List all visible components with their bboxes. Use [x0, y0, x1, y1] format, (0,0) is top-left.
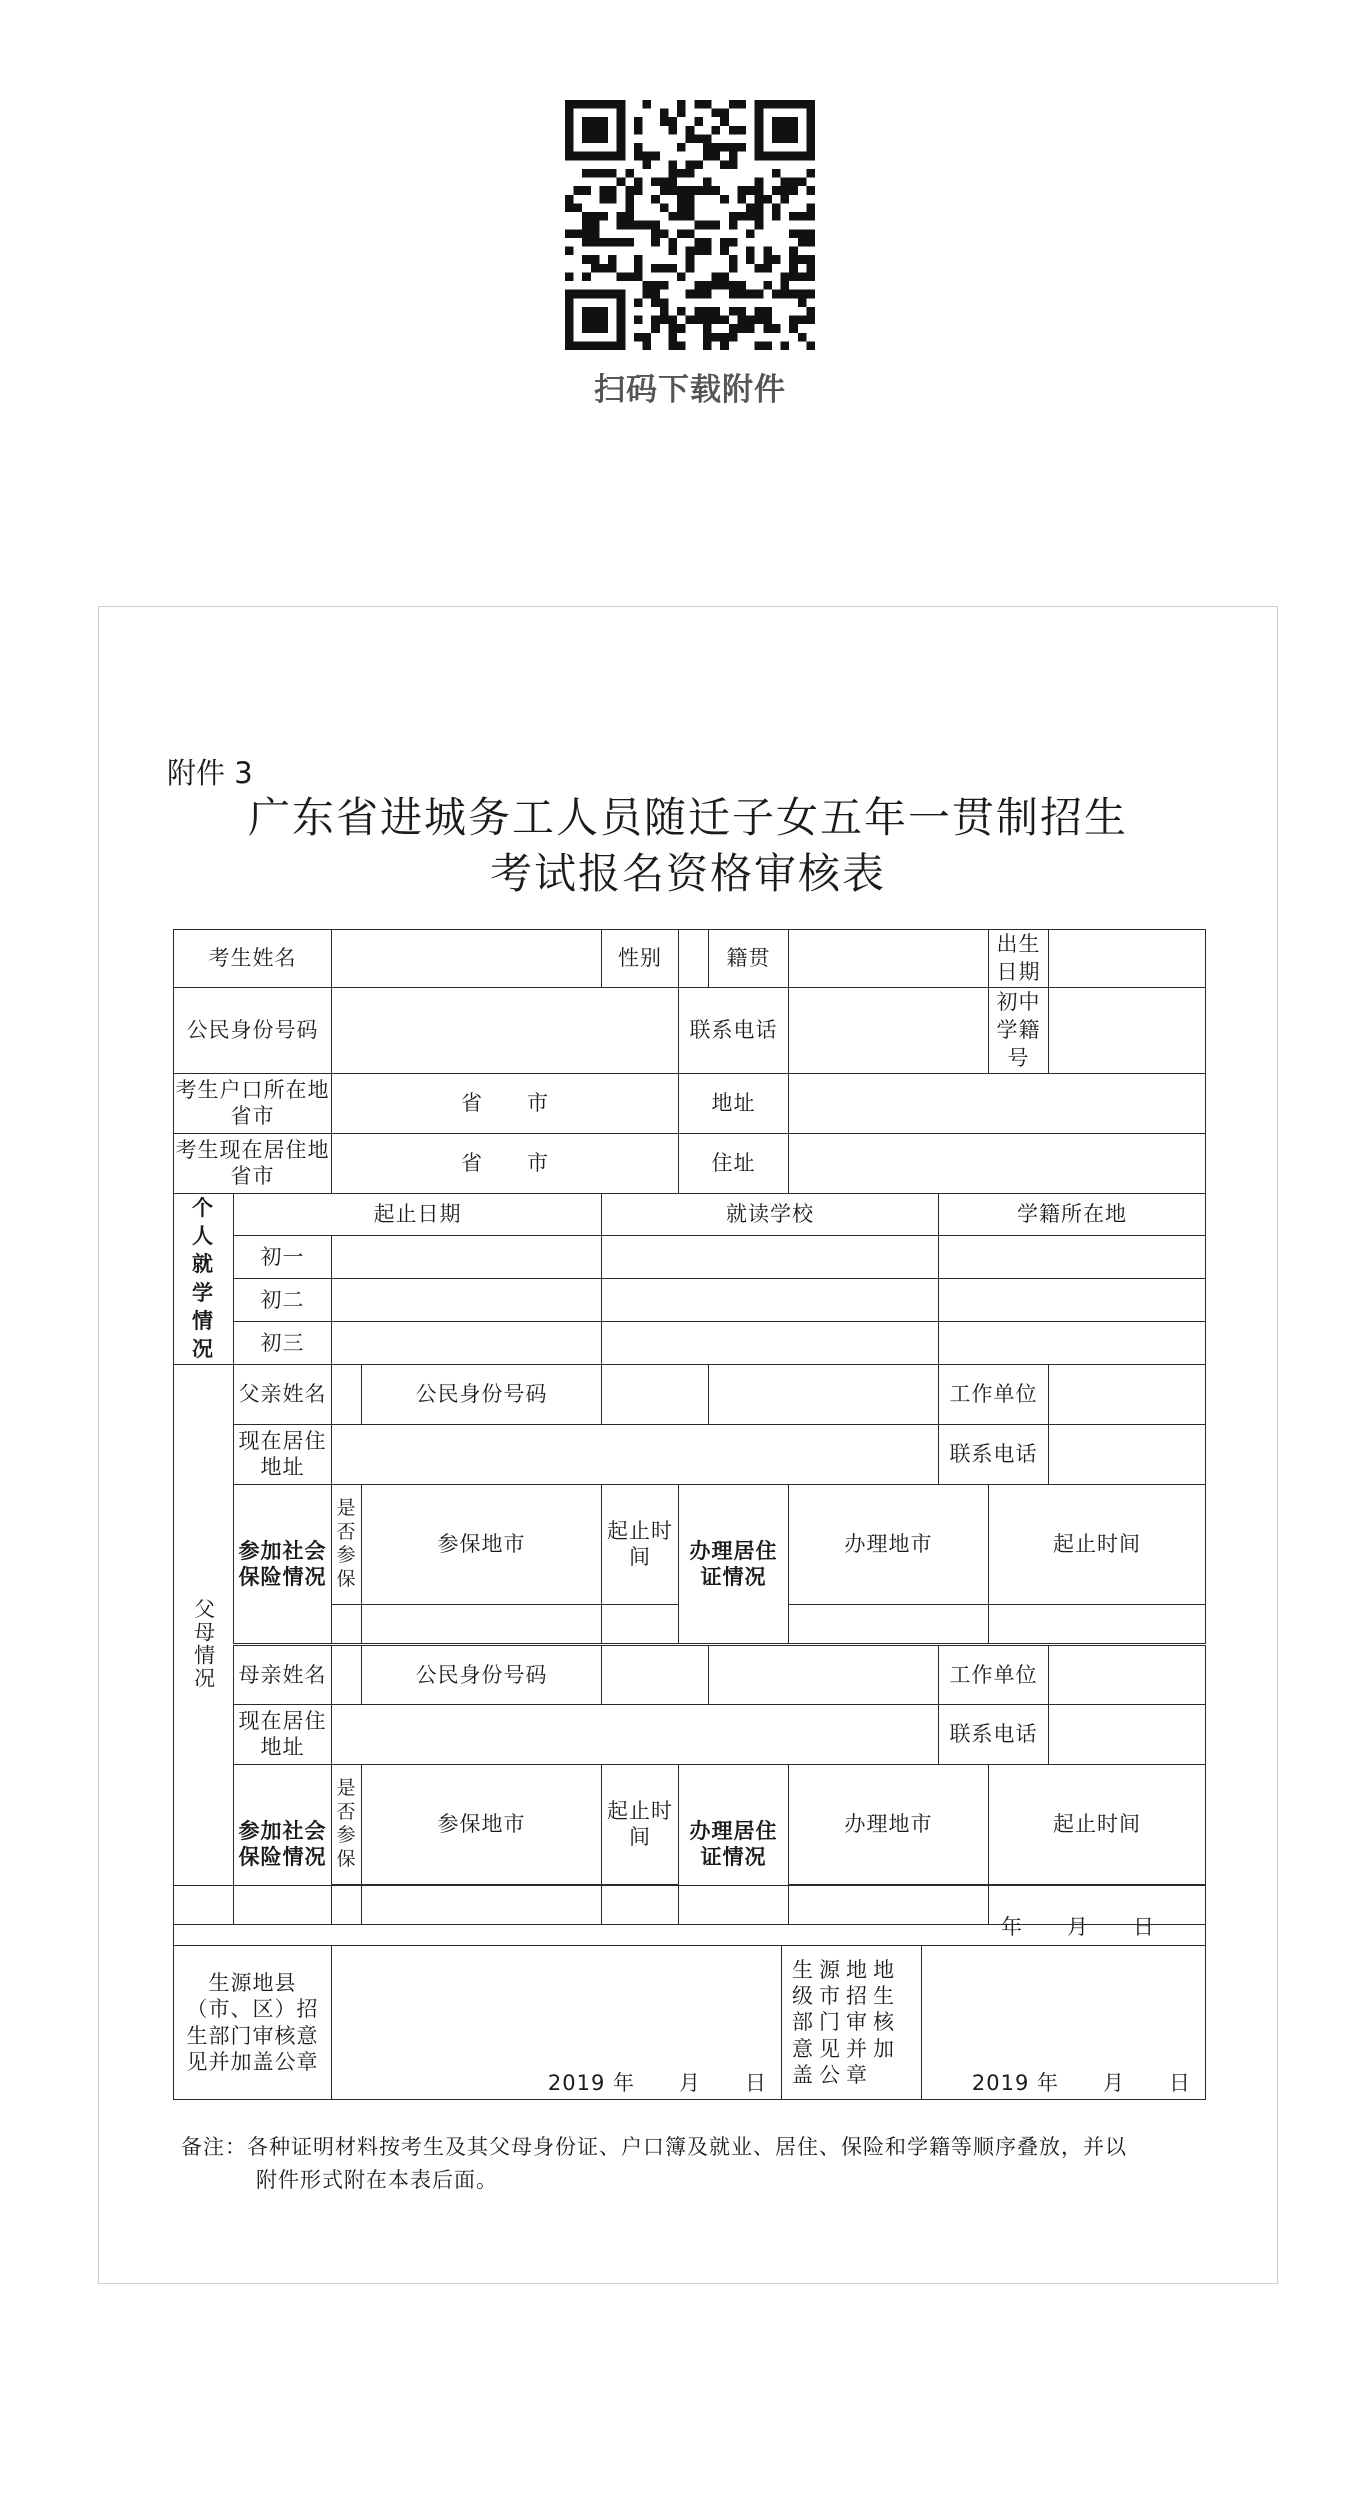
- label-address: 地址: [679, 1073, 789, 1133]
- label-name: 考生姓名: [174, 930, 332, 988]
- label-mother-permit: 办理居住证情况: [679, 1764, 789, 1924]
- label-father-insured: 是否参保: [332, 1484, 362, 1604]
- grade-1: 初一: [234, 1236, 332, 1279]
- form-title-line1: 广东省进城务工人员随迁子女五年一贯制招生: [247, 793, 1128, 842]
- remark-line2: 附件形式附在本表后面。: [256, 2167, 498, 2192]
- approval-top-date: 年 月 日: [174, 1886, 1206, 1946]
- label-school-no: 初中学籍号: [989, 987, 1049, 1073]
- field-father-ins-place[interactable]: [362, 1604, 602, 1644]
- field-id[interactable]: [332, 987, 679, 1073]
- form-title-line2: 考试报名资格审核表: [489, 849, 886, 898]
- field-birth[interactable]: [1049, 930, 1206, 988]
- label-father-permit: 办理居住证情况: [679, 1484, 789, 1644]
- field-father-permit-period[interactable]: [989, 1604, 1206, 1644]
- attachment-label: 附件 3: [167, 756, 253, 790]
- grade-1-location[interactable]: [939, 1236, 1206, 1279]
- label-father-ins-place: 参保地市: [362, 1484, 602, 1604]
- label-live-address: 住址: [679, 1133, 789, 1193]
- label-hukou: 考生户口所在地省市: [174, 1073, 332, 1133]
- field-residence-province[interactable]: 省 市: [332, 1133, 679, 1193]
- label-mother-permit-period: 起止时间: [989, 1764, 1206, 1884]
- label-father-permit-period: 起止时间: [989, 1484, 1206, 1604]
- label-birth: 出生日期: [989, 930, 1049, 988]
- field-father-ins-period[interactable]: [602, 1604, 679, 1644]
- label-father-id: 公民身份号码: [362, 1364, 602, 1424]
- label-mother-id: 公民身份号码: [362, 1644, 602, 1704]
- grade-3-location[interactable]: [939, 1322, 1206, 1365]
- field-gender[interactable]: [679, 930, 709, 988]
- grade-3-school[interactable]: [602, 1322, 939, 1365]
- label-father-work: 工作单位: [939, 1364, 1049, 1424]
- study-header-location: 学籍所在地: [939, 1193, 1206, 1236]
- field-mother-work[interactable]: [1049, 1644, 1206, 1704]
- label-mother-work: 工作单位: [939, 1644, 1049, 1704]
- qr-block: [560, 100, 820, 409]
- field-phone[interactable]: [789, 987, 989, 1073]
- label-id: 公民身份号码: [174, 987, 332, 1073]
- registration-table: [173, 929, 1206, 1925]
- grade-2-period[interactable]: [332, 1279, 602, 1322]
- grade-3: 初三: [234, 1322, 332, 1365]
- label-mother-insured: 是否参保: [332, 1764, 362, 1884]
- qr-caption: 扫码下载附件: [594, 372, 786, 408]
- field-father-id[interactable]: [602, 1364, 709, 1424]
- approval-table: [173, 1885, 1206, 2100]
- grade-2: 初二: [234, 1279, 332, 1322]
- field-name[interactable]: [332, 930, 602, 988]
- remark: [181, 2131, 1211, 2196]
- label-father-name: 父亲姓名: [234, 1364, 332, 1424]
- field-father-permit-place[interactable]: [789, 1604, 989, 1644]
- field-hukou-province[interactable]: 省 市: [332, 1073, 679, 1133]
- grade-1-school[interactable]: [602, 1236, 939, 1279]
- label-father-phone: 联系电话: [939, 1424, 1049, 1484]
- label-mother-insurance: 参加社会保险情况: [234, 1764, 332, 1924]
- label-parents: [174, 1364, 234, 1924]
- field-father-name[interactable]: [332, 1364, 362, 1424]
- label-mother-address: 现在居住地址: [234, 1704, 332, 1764]
- label-mother-ins-period: 起止时间: [602, 1764, 679, 1884]
- field-father-work[interactable]: [1049, 1364, 1206, 1424]
- label-gender: 性别: [602, 930, 679, 988]
- label-father-ins-period: 起止时间: [602, 1484, 679, 1604]
- personal-study-text: 个人就学情况: [192, 1195, 215, 1362]
- field-father-phone[interactable]: [1049, 1424, 1206, 1484]
- grade-3-period[interactable]: [332, 1322, 602, 1365]
- remark-line1: 备注：各种证明材料按考生及其父母身份证、户口簿及就业、居住、保险和学籍等顺序叠放，并以: [181, 2135, 1127, 2159]
- label-mother-ins-place: 参保地市: [362, 1764, 602, 1884]
- study-header-school: 就读学校: [602, 1193, 939, 1236]
- label-father-address: 现在居住地址: [234, 1424, 332, 1484]
- field-live-address[interactable]: [789, 1133, 1206, 1193]
- study-header-period: 起止日期: [234, 1193, 602, 1236]
- label-county-approval: 生源地县（市、区）招生部门审核意见并加盖公章: [174, 1946, 332, 2100]
- field-father-id-2[interactable]: [709, 1364, 939, 1424]
- label-phone: 联系电话: [679, 987, 789, 1073]
- field-mother-id[interactable]: [602, 1644, 709, 1704]
- label-mother-name: 母亲姓名: [234, 1644, 332, 1704]
- label-origin: 籍贯: [709, 930, 789, 988]
- field-mother-id-2[interactable]: [709, 1644, 939, 1704]
- field-mother-phone[interactable]: [1049, 1704, 1206, 1764]
- label-personal-study: [174, 1193, 234, 1364]
- field-father-insured[interactable]: [332, 1604, 362, 1644]
- field-origin[interactable]: [789, 930, 989, 988]
- label-residence: 考生现在居住地省市: [174, 1133, 332, 1193]
- field-mother-name[interactable]: [332, 1644, 362, 1704]
- county-approval-date[interactable]: 2019 年 月 日: [332, 1946, 782, 2100]
- qr-code-icon: [565, 100, 815, 350]
- parents-text: 父母情况: [191, 1598, 216, 1691]
- field-address[interactable]: [789, 1073, 1206, 1133]
- label-father-permit-place: 办理地市: [789, 1484, 989, 1604]
- city-approval-date[interactable]: 2019 年 月 日: [922, 1946, 1206, 2100]
- field-father-address[interactable]: [332, 1424, 939, 1484]
- label-city-approval: 生源地地级市招生部门审核意见并加盖公章: [782, 1946, 922, 2100]
- field-school-no[interactable]: [1049, 987, 1206, 1073]
- form-sheet: [98, 606, 1278, 2284]
- grade-2-location[interactable]: [939, 1279, 1206, 1322]
- label-mother-permit-place: 办理地市: [789, 1764, 989, 1884]
- grade-2-school[interactable]: [602, 1279, 939, 1322]
- label-father-insurance: 参加社会保险情况: [234, 1484, 332, 1644]
- field-mother-address[interactable]: [332, 1704, 939, 1764]
- label-mother-phone: 联系电话: [939, 1704, 1049, 1764]
- grade-1-period[interactable]: [332, 1236, 602, 1279]
